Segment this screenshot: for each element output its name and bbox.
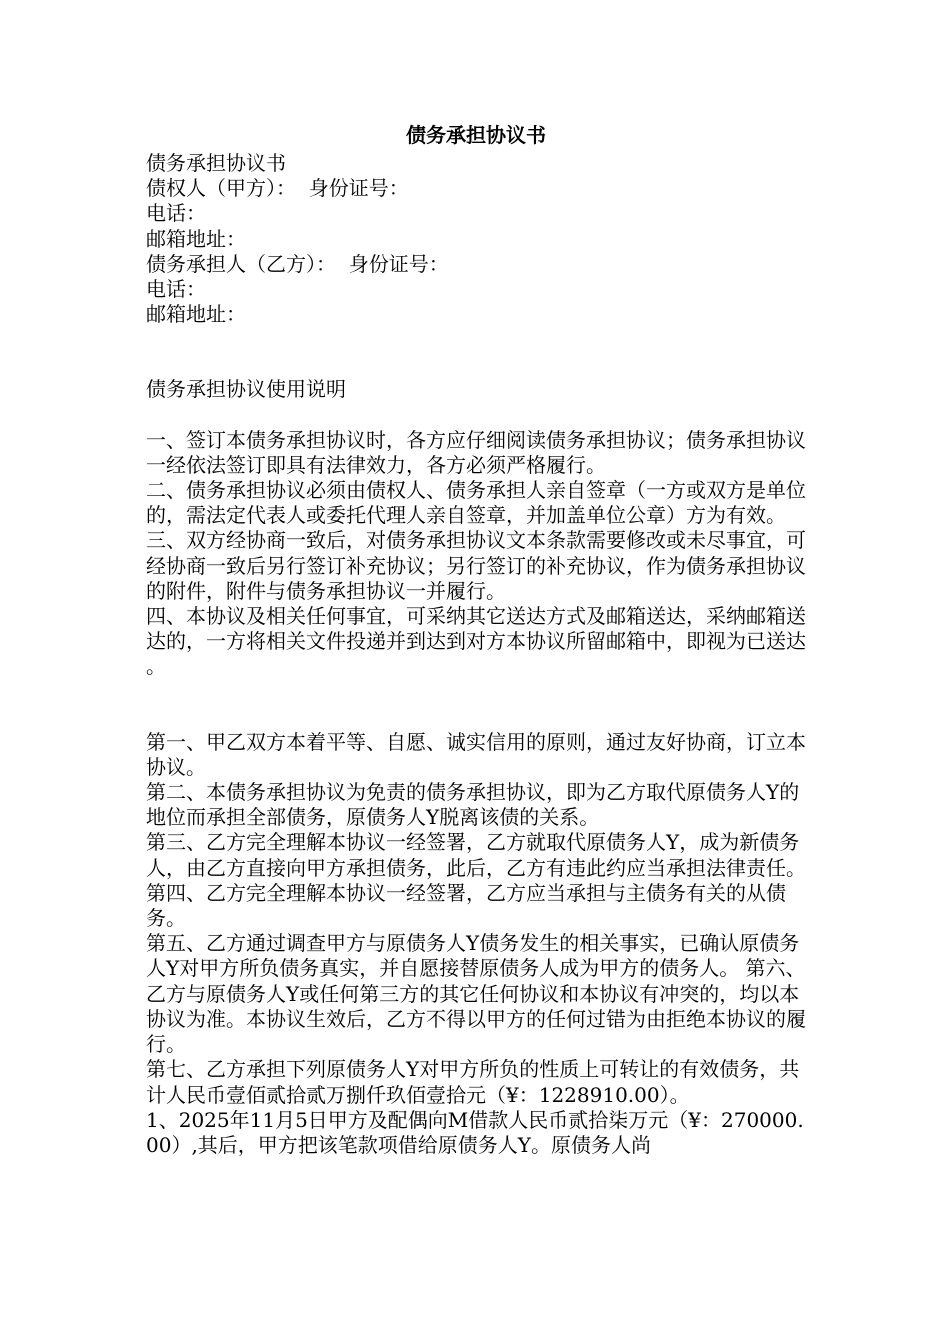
clause-paragraph: 1、2025年11月5日甲方及配偶向M借款人民币贰拾柒万元（¥：270000.00）,其后，甲方把该笔款项借给原债务人Y。原债务人尚 <box>146 1107 804 1157</box>
clause-paragraph: 第四、乙方完全理解本协议一经签署，乙方应当承担与主债务有关的从债务。 <box>146 880 786 931</box>
clause-paragraph: 第一、甲乙双方本着平等、自愿、诚实信用的原则，通过友好协商，订立本协议。 <box>146 729 806 779</box>
instruction-paragraph: 二、债务承担协议必须由债权人、债务承担人亲自签章（一方或双方是单位的，需法定代表人或委托代理人亲自签章，并加盖单位公章）方为有效。 <box>146 478 806 528</box>
instructions-section <box>146 427 813 680</box>
instruction-paragraph: 四、本协议及相关任何事宜，可采纳其它送达方式及邮箱送达，采纳邮箱送达的，一方将相关文件投递并到达到对方本协议所留邮箱中，即视为已送达 。 <box>146 604 813 679</box>
header-line-assumer-email: 邮箱地址： <box>146 302 246 327</box>
header-line-assumer: 债务承担人（乙方）： 身份证号： <box>146 251 449 276</box>
document-title: 债务承担协议书 <box>406 123 546 147</box>
clause-paragraph: 第五、乙方通过调查甲方与原债务人Y债务发生的相关事实，已确认原债务人Y对甲方所负债务真实，并自愿接替原债务人成为甲方的债务人。 第六、乙方与原债务人Y或任何第三方的其它任何协议和本协议有冲突的，均以本协议为准。本协议生效后，乙方不得以甲方的任何过错为由拒绝本协议的履行。 <box>146 931 806 1057</box>
header-line-creditor: 债权人（甲方）： 身份证号： <box>146 176 409 201</box>
clauses-section <box>146 730 810 1158</box>
spacer <box>146 403 810 428</box>
spacer <box>146 680 810 730</box>
clause-paragraph: 第七、乙方承担下列原债务人Y对甲方所负的性质上可转让的有效债务，共计人民币壹佰贰拾贰万捌仟玖佰壹拾元（¥：1228910.00）。 <box>146 1057 800 1107</box>
spacer <box>146 327 810 377</box>
header-line-assumer-phone: 电话： <box>146 277 206 302</box>
clause-paragraph: 第二、本债务承担协议为免责的债务承担协议，即为乙方取代原债务人Y的地位而承担全部债务，原债务人Y脱离该债的关系。 <box>146 780 800 830</box>
header-line-subtitle: 债务承担协议书 <box>146 151 286 175</box>
clause-paragraph: 第三、乙方完全理解本协议一经签署，乙方就取代原债务人Y，成为新债务人，由乙方直接向甲方承担债务，此后，乙方有违此约应当承担法律责任。 <box>146 830 806 880</box>
instructions-heading: 债务承担协议使用说明 <box>146 377 346 402</box>
header-line-creditor-email: 邮箱地址： <box>146 226 246 251</box>
header-line-creditor-phone: 电话： <box>146 201 206 226</box>
instruction-paragraph: 一、签订本债务承担协议时，各方应仔细阅读债务承担协议；债务承担协议一经依法签订即具有法律效力，各方必须严格履行。 <box>146 427 806 477</box>
party-info <box>146 151 810 327</box>
instruction-paragraph: 三、双方经协商一致后，对债务承担协议文本条款需要修改或未尽事宜，可经协商一致后另行签订补充协议；另行签订的补充协议，作为债务承担协议的附件，附件与债务承担协议一并履行。 <box>146 528 806 603</box>
